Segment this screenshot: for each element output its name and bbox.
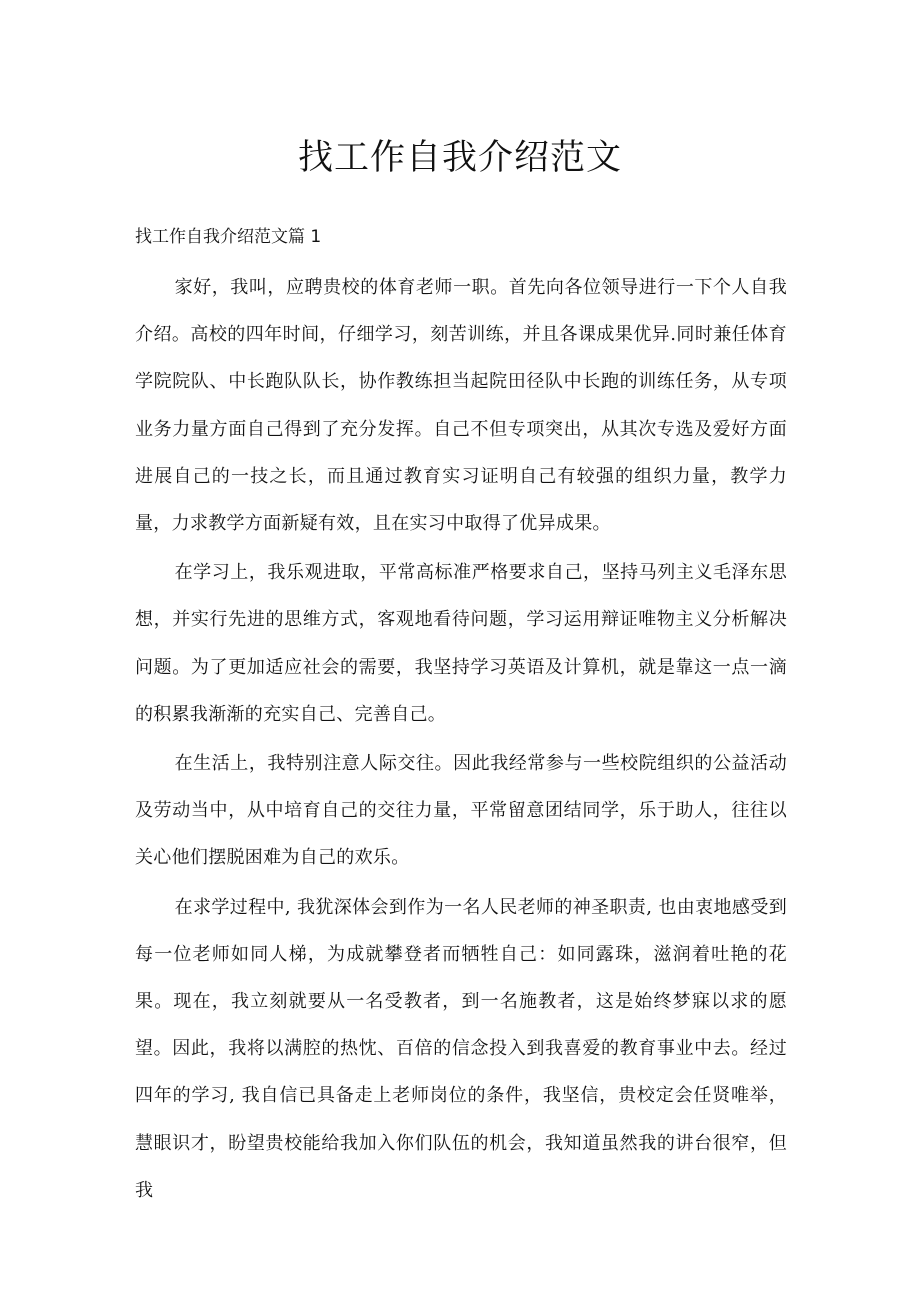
section-heading: 找工作自我介绍范文篇 1 <box>135 227 322 247</box>
paragraph-aspiration: 在求学过程中, 我犹深体会到作为一名人民老师的神圣职责, 也由衷地感受到每一位老师如同人梯，为成就攀登者而牺牲自己：如同露珠，滋润着吐艳的花果。现在，我立刻就要从一名受教者，到一名施教者，这是始终梦寐以求的愿望。因此，我将以满腔的热忱、百倍的信念投入到我喜爱的教育事业中去。经过四年的学习, 我自信已具备走上老师岗位的条件，我坚信，贵校定会任贤唯举，慧眼识才，盼望贵校能给我加入你们队伍的机会，我知道虽然我的讲台很窄，但我 <box>135 896 787 1201</box>
paragraph-study: 在学习上，我乐观进取，平常高标准严格要求自己，坚持马列主义毛泽东思想，并实行先进的思维方式，客观地看待问题，学习运用辩证唯物主义分析解决问题。为了更加适应社会的需要，我坚持学习英语及计算机，就是靠这一点一滴的积累我渐渐的充实自己、完善自己。 <box>135 562 787 725</box>
paragraph-introduction: 家好，我叫，应聘贵校的体育老师一职。首先向各位领导进行一下个人自我介绍。高校的四年时间，仔细学习，刻苦训练，并且各课成果优异.同时兼任体育学院院队、中长跑队队长，协作教练担当起院田径队中长跑的训练任务，从专项业务力量方面自己得到了充分发挥。自己不但专项突出，从其次专选及爱好方面进展自己的一技之长，而且通过教育实习证明自己有较强的组织力量，教学力量，力求教学方面新疑有效，且在实习中取得了优异成果。 <box>135 277 787 535</box>
document-title: 找工作自我介绍范文 <box>297 138 622 178</box>
paragraph-life: 在生活上，我特别注意人际交往。因此我经常参与一些校院组织的公益活动及劳动当中，从中培育自己的交往力量，平常留意团结同学，乐于助人，往往以关心他们摆脱困难为自己的欢乐。 <box>135 753 787 869</box>
document-body <box>135 264 787 1216</box>
